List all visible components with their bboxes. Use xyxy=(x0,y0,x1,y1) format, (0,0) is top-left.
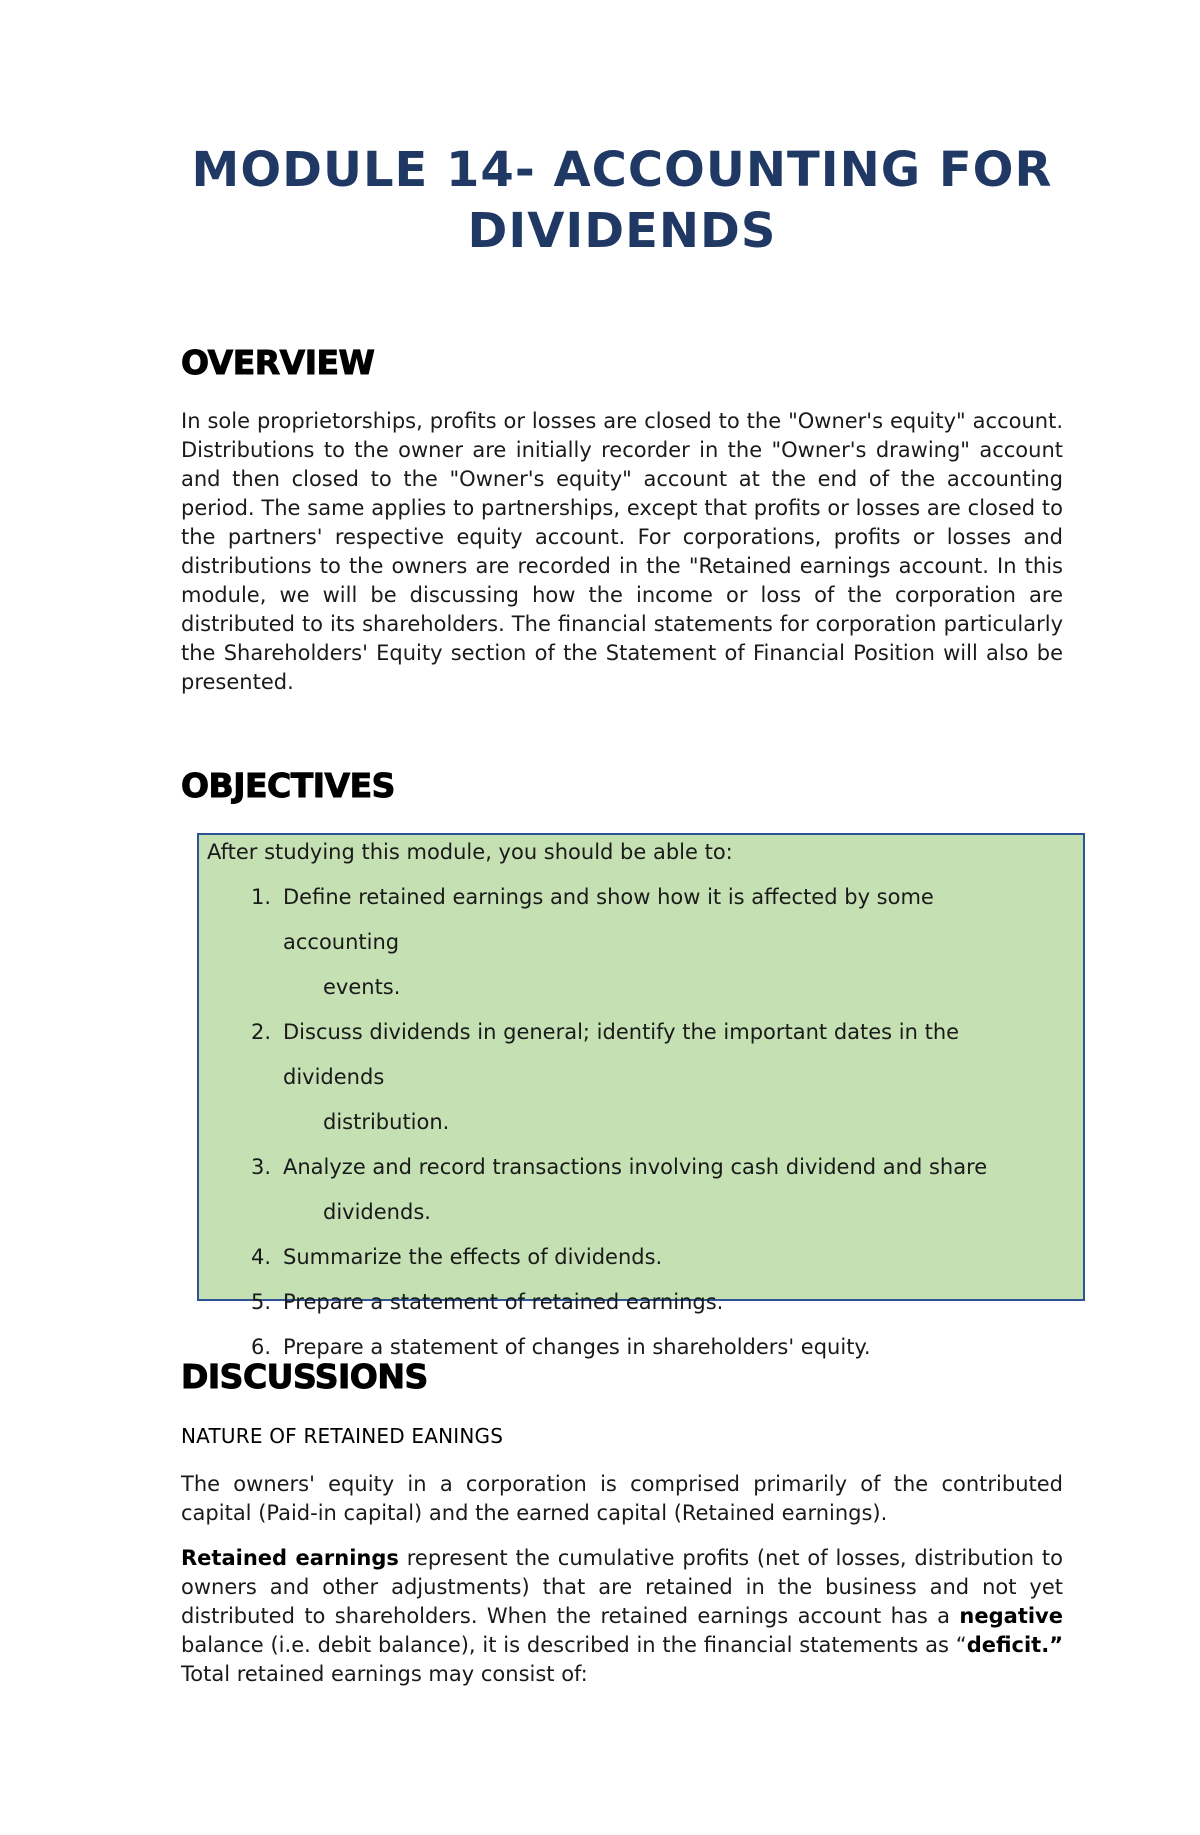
objectives-list xyxy=(251,875,1051,1370)
list-item-text: Prepare a statement of changes in shareholders' equity. xyxy=(283,1335,871,1359)
list-item-number: 5. xyxy=(251,1290,272,1314)
list-item xyxy=(251,875,1051,1010)
title-line-1: MODULE 14- ACCOUNTING FOR xyxy=(191,142,1053,198)
list-item-text: Analyze and record transactions involving cash dividend and share xyxy=(283,1155,988,1179)
negative-term: negative xyxy=(959,1604,1063,1628)
list-item-number: 3. xyxy=(251,1155,272,1179)
list-item-number: 4. xyxy=(251,1245,272,1269)
list-item-text: Discuss dividends in general; identify the important dates in the dividends xyxy=(283,1020,960,1089)
overview-paragraph: In sole proprietorships, profits or losses are closed to the "Owner's equity" account. Distributions to the owner are initially recorder in the "Owner's drawing" account and then closed to the "Owner's equity" account at the end of the accounting period. The same applies to partnerships, except that profits or losses are closed to the partners' respective equity account. For corporations, profits or losses and distributions to the owners are recorded in the "Retained earnings account. In this module, we will be discussing how the income or loss of the corporation are distributed to its shareholders. The financial statements for corporation particularly the Shareholders' Equity section of the Statement of Financial Position will also be presented. xyxy=(181,409,1063,694)
list-item-text: Prepare a statement of retained earnings. xyxy=(283,1290,724,1314)
retained-earnings-term: Retained earnings xyxy=(181,1546,399,1570)
paragraph-text: represent the cumulative profits (net of losses, distribution to owners and other adjustments) that are retained in the business and not yet distributed to shareholders. When the retained earnings account has a xyxy=(181,1546,1063,1628)
page-title xyxy=(181,140,1063,262)
discussion-paragraph-1: The owners' equity in a corporation is comprised primarily of the contributed capital (Paid-in capital) and the earned capital (Retained earnings). xyxy=(181,1472,1063,1525)
objectives-heading: OBJECTIVES xyxy=(181,766,395,805)
list-item-continuation: events. xyxy=(323,975,401,999)
discussions-heading: DISCUSSIONS xyxy=(181,1357,428,1396)
list-item xyxy=(251,1280,1051,1325)
deficit-term: deficit.” xyxy=(966,1633,1063,1657)
paragraph-text: balance (i.e. debit balance), it is described in the financial statements as “ xyxy=(181,1633,967,1657)
list-item-continuation: distribution. xyxy=(323,1110,450,1134)
list-item-number: 6. xyxy=(251,1335,272,1359)
list-item xyxy=(251,1145,1051,1235)
list-item xyxy=(251,1235,1051,1280)
overview-heading: OVERVIEW xyxy=(181,343,375,382)
objectives-box xyxy=(197,833,1085,1359)
discussion-paragraph-2 xyxy=(181,1544,1063,1689)
list-item-number: 2. xyxy=(251,1020,272,1044)
list-item-text: Summarize the effects of dividends. xyxy=(283,1245,663,1269)
title-line-2: DIVIDENDS xyxy=(467,203,777,259)
list-item-continuation: dividends. xyxy=(323,1200,431,1224)
list-item-text: Define retained earnings and show how it is affected by some accounting xyxy=(283,885,934,954)
list-item xyxy=(251,1010,1051,1145)
objectives-intro: After studying this module, you should be able to: xyxy=(207,840,733,864)
paragraph-text: Total retained earnings may consist of: xyxy=(181,1662,588,1686)
nature-of-retained-earnings-subheading: NATURE OF RETAINED EANINGS xyxy=(181,1424,504,1448)
list-item-number: 1. xyxy=(251,885,272,909)
